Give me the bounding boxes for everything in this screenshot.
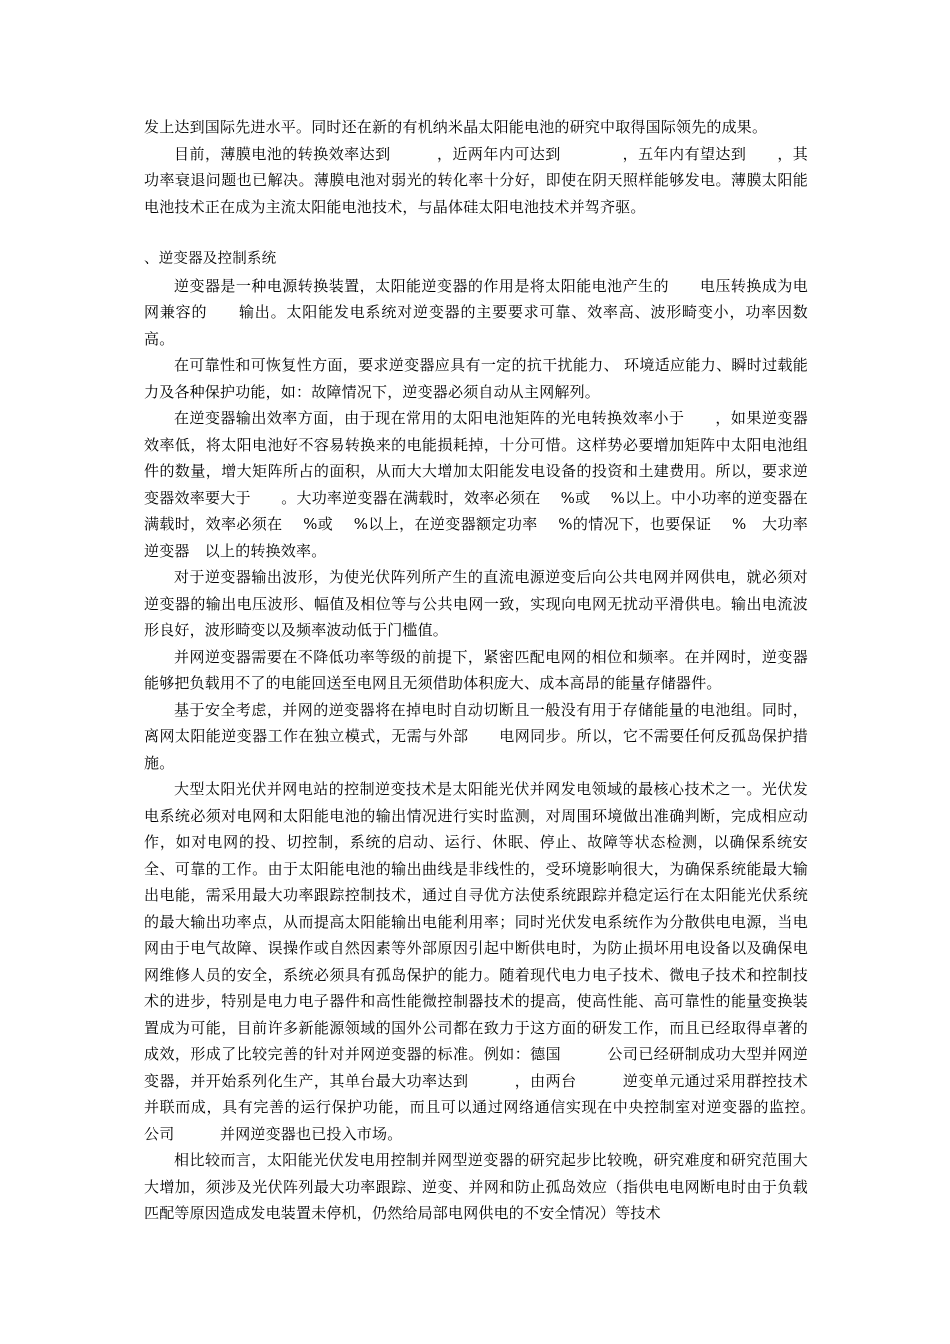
paragraph: 目前，薄膜电池的转换效率达到 ，近两年内可达到 ，五年内有望达到 ，其功率衰退问题也已解决。薄膜电池对弱光的转化率十分好，即使在阴天照样能够发电。薄膜太阳能电池技术正在成为主流太阳能电池技术，与晶体硅太阳电池技术并驾齐驱。	[144, 144, 808, 216]
paragraph: 在可靠性和可恢复性方面，要求逆变器应具有一定的抗干扰能力、 环境适应能力、瞬时过载能力及各种保护功能，如：故障情况下，逆变器必须自动从主网解列。	[144, 356, 808, 401]
paragraph: 相比较而言，太阳能光伏发电用控制并网型逆变器的研究起步比较晚，研究难度和研究范围大大增加，须涉及光伏阵列最大功率跟踪、逆变、并网和防止孤岛效应（指供电电网断电时由于负载匹配等原因造成发电装置未停机，仍然给局部电网供电的不安全情况）等技术	[144, 1151, 808, 1222]
paragraph: 逆变器是一种电源转换装置，太阳能逆变器的作用是将太阳能电池产生的 电压转换成为电网兼容的 输出。太阳能发电系统对逆变器的主要要求可靠、效率高、波形畸变小，功率因数高。	[144, 276, 808, 348]
paragraph: 基于安全考虑，并网的逆变器将在掉电时自动切断且一般没有用于存储能量的电池组。同时，离网太阳能逆变器工作在独立模式，无需与外部 电网同步。所以，它不需要任何反孤岛保护措施。	[144, 700, 808, 772]
paragraph: 并网逆变器需要在不降低功率等级的前提下，紧密匹配电网的相位和频率。在并网时，逆变器能够把负载用不了的电能回送至电网且无须借助体积庞大、成本高昂的能量存储器件。	[144, 647, 808, 692]
paragraph: 在逆变器输出效率方面，由于现在常用的太阳电池矩阵的光电转换效率小于 ，如果逆变器效率低，将太阳电池好不容易转换来的电能损耗掉，十分可惜。这样势必要增加矩阵中太阳电池组件的数量，增大矩阵所占的面积，从而大大增加太阳能发电设备的投资和土建费用。所以，要求逆变器效率要大于 。大功率逆变器在满载时，效率必须在 %或 %以上。中小功率的逆变器在满载时，效率必须在 %或 %以上，在逆变器额定功率 %的情况下，也要保证 % 大功率逆变器 以上的转换效率。	[144, 409, 808, 560]
paragraph: 大型太阳光伏并网电站的控制逆变技术是太阳能光伏并网发电领域的最核心技术之一。光伏发电系统必须对电网和太阳能电池的输出情况进行实时监测，对周围环境做出准确判断，完成相应动作，如对电网的投、切控制，系统的启动、运行、休眠、停止、故障等状态检测，以确保系统安全、可靠的工作。由于太阳能电池的输出曲线是非线性的，受环境影响很大，为确保系统能最大输出电能，需采用最大功率跟踪控制技术，通过自寻优方法使系统跟踪并稳定运行在太阳能光伏系统的最大输出功率点，从而提高太阳能输出电能利用率；同时光伏发电系统作为分散供电电源，当电网由于电气故障、误操作或自然因素等外部原因引起中断供电时，为防止损坏用电设备以及确保电网维修人员的安全，系统必须具有孤岛保护的能力。随着现代电力电子技术、微电子技术和控制技术的进步，特别是电力电子器件和高性能微控制器技术的提高，使高性能、高可靠性的能量变换装置成为可能，目前许多新能源领域的国外公司都在致力于这方面的研发工作，而且已经取得卓著的成效，形成了比较完善的针对并网逆变器的标准。例如：德国 公司已经研制成功大型并网逆变器，并开始系列化生产，其单台最大功率达到 ，由两台 逆变单元通过采用群控技术并联而成，具有完善的运行保护功能，而且可以通过网络通信实现在中央控制室对逆变器的监控。 公司 并网逆变器也已投入市场。	[144, 780, 854, 1143]
document-page	[144, 114, 854, 1227]
section-heading: 、逆变器及控制系统	[144, 251, 277, 267]
paragraph: 对于逆变器输出波形，为使光伏阵列所产生的直流电源逆变后向公共电网并网供电，就必须对逆变器的输出电压波形、幅值及相位等与公共电网一致，实现向电网无扰动平滑供电。输出电流波形良好，波形畸变以及频率波动低于门槛值。	[144, 568, 808, 639]
paragraph: 发上达到国际先进水平。同时还在新的有机纳米晶太阳能电池的研究中取得国际领先的成果。	[144, 118, 768, 136]
